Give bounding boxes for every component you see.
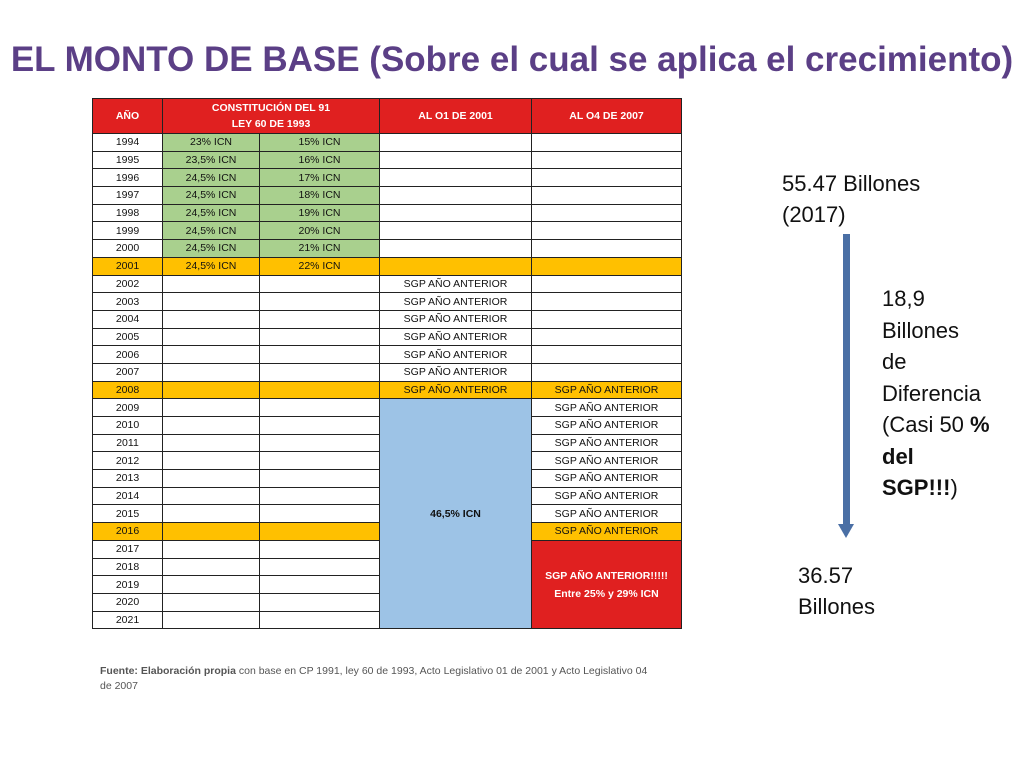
cell-year: 2009 bbox=[93, 399, 163, 417]
amount-2017 bbox=[782, 168, 920, 230]
merged-red-line1: SGP AÑO ANTERIOR!!!!! bbox=[545, 569, 668, 582]
cell-al-2007: SGP AÑO ANTERIOR bbox=[532, 505, 682, 523]
cell-year: 2007 bbox=[93, 363, 163, 381]
cell-constitucion-a bbox=[163, 417, 260, 435]
difference-line7a: SGP!!! bbox=[882, 475, 951, 500]
table-row bbox=[93, 134, 682, 152]
cell-constitucion-a bbox=[163, 611, 260, 629]
cell-al-2007 bbox=[532, 222, 682, 240]
cell-al-2007-merged bbox=[532, 540, 682, 628]
amount-2017-value: 55.47 Billones bbox=[782, 171, 921, 196]
cell-year: 2008 bbox=[93, 381, 163, 399]
cell-constitucion-b bbox=[260, 346, 380, 364]
table-row bbox=[93, 169, 682, 187]
cell-al-2007 bbox=[532, 151, 682, 169]
source-footnote-rest: con base en CP 1991, ley 60 de 1993, Acto Legislativo 01 de 2001 y Acto Legislativo 04 de 2007 bbox=[100, 665, 648, 692]
cell-al-2007: SGP AÑO ANTERIOR bbox=[532, 434, 682, 452]
cell-al-2007 bbox=[532, 240, 682, 258]
amount-current-value: 36.57 bbox=[798, 563, 854, 588]
cell-al-2001 bbox=[380, 240, 532, 258]
table-header-row bbox=[93, 99, 682, 134]
cell-al-2007 bbox=[532, 275, 682, 293]
cell-constitucion-b bbox=[260, 417, 380, 435]
cell-constitucion-a bbox=[163, 558, 260, 576]
cell-al-2007 bbox=[532, 310, 682, 328]
cell-al-2001: SGP AÑO ANTERIOR bbox=[380, 363, 532, 381]
cell-al-2001 bbox=[380, 222, 532, 240]
cell-al-2001 bbox=[380, 187, 532, 205]
cell-al-2001 bbox=[380, 204, 532, 222]
table-row bbox=[93, 275, 682, 293]
cell-year: 2006 bbox=[93, 346, 163, 364]
difference-line5a: (Casi 50 bbox=[882, 412, 971, 437]
cell-constitucion-b bbox=[260, 381, 380, 399]
amount-current-unit: Billones bbox=[798, 594, 876, 619]
cell-year: 2012 bbox=[93, 452, 163, 470]
amount-current bbox=[798, 560, 875, 622]
table-row bbox=[93, 257, 682, 275]
cell-constitucion-a bbox=[163, 363, 260, 381]
cell-al-2001 bbox=[380, 257, 532, 275]
cell-constitucion-b bbox=[260, 593, 380, 611]
cell-year: 2016 bbox=[93, 523, 163, 541]
cell-constitucion-a: 24,5% ICN bbox=[163, 187, 260, 205]
cell-constitucion-a bbox=[163, 487, 260, 505]
cell-al-2007 bbox=[532, 363, 682, 381]
cell-year: 2005 bbox=[93, 328, 163, 346]
table-row bbox=[93, 293, 682, 311]
cell-constitucion-a bbox=[163, 576, 260, 594]
cell-constitucion-b bbox=[260, 328, 380, 346]
header-ano: AÑO bbox=[93, 99, 163, 134]
header-constitucion-line2: LEY 60 DE 1993 bbox=[231, 118, 311, 130]
difference-line5 bbox=[882, 409, 990, 441]
cell-year: 2010 bbox=[93, 417, 163, 435]
cell-year: 2019 bbox=[93, 576, 163, 594]
cell-al-2001 bbox=[380, 134, 532, 152]
cell-al-2001-merged: 46,5% ICN bbox=[380, 399, 532, 629]
difference-line5b: % bbox=[970, 412, 990, 437]
cell-al-2007: SGP AÑO ANTERIOR bbox=[532, 399, 682, 417]
cell-year: 2015 bbox=[93, 505, 163, 523]
source-footnote bbox=[100, 664, 660, 694]
cell-constitucion-a: 23% ICN bbox=[163, 134, 260, 152]
amount-2017-year: (2017) bbox=[782, 202, 846, 227]
cell-constitucion-b bbox=[260, 558, 380, 576]
slide-title: EL MONTO DE BASE (Sobre el cual se aplica el crecimiento) bbox=[10, 40, 1014, 79]
cell-constitucion-b bbox=[260, 452, 380, 470]
cell-constitucion-b: 15% ICN bbox=[260, 134, 380, 152]
cell-constitucion-b bbox=[260, 293, 380, 311]
cell-al-2007 bbox=[532, 257, 682, 275]
cell-year: 2017 bbox=[93, 540, 163, 558]
table-row bbox=[93, 187, 682, 205]
cell-year: 2002 bbox=[93, 275, 163, 293]
difference-line6-text: del bbox=[882, 443, 914, 469]
cell-constitucion-a bbox=[163, 434, 260, 452]
cell-al-2001: SGP AÑO ANTERIOR bbox=[380, 381, 532, 399]
cell-constitucion-a: 24,5% ICN bbox=[163, 222, 260, 240]
cell-year: 2014 bbox=[93, 487, 163, 505]
cell-al-2007 bbox=[532, 328, 682, 346]
header-al-2001: AL O1 DE 2001 bbox=[380, 99, 532, 134]
cell-constitucion-b: 20% ICN bbox=[260, 222, 380, 240]
difference-line4: Diferencia bbox=[882, 380, 982, 406]
cell-constitucion-a: 24,5% ICN bbox=[163, 169, 260, 187]
cell-constitucion-a bbox=[163, 381, 260, 399]
cell-constitucion-b bbox=[260, 275, 380, 293]
cell-constitucion-b bbox=[260, 611, 380, 629]
cell-al-2001: SGP AÑO ANTERIOR bbox=[380, 310, 532, 328]
sgp-base-table-wrapper bbox=[92, 98, 682, 629]
cell-constitucion-a bbox=[163, 310, 260, 328]
table-row bbox=[93, 151, 682, 169]
cell-constitucion-b bbox=[260, 363, 380, 381]
cell-al-2007 bbox=[532, 346, 682, 364]
cell-constitucion-a bbox=[163, 399, 260, 417]
cell-constitucion-b bbox=[260, 470, 380, 488]
cell-constitucion-a: 24,5% ICN bbox=[163, 257, 260, 275]
table-row bbox=[93, 363, 682, 381]
table-row bbox=[93, 328, 682, 346]
cell-al-2007: SGP AÑO ANTERIOR bbox=[532, 487, 682, 505]
cell-al-2007: SGP AÑO ANTERIOR bbox=[532, 381, 682, 399]
header-constitucion-line1: CONSTITUCIÓN DEL 91 bbox=[211, 102, 331, 114]
difference-line2: Billones bbox=[882, 317, 960, 343]
cell-year: 1996 bbox=[93, 169, 163, 187]
down-arrow-shaft bbox=[843, 234, 850, 526]
cell-constitucion-a bbox=[163, 275, 260, 293]
cell-al-2007 bbox=[532, 187, 682, 205]
cell-al-2007 bbox=[532, 204, 682, 222]
table-row bbox=[93, 346, 682, 364]
cell-constitucion-a bbox=[163, 505, 260, 523]
cell-year: 2018 bbox=[93, 558, 163, 576]
cell-constitucion-a bbox=[163, 593, 260, 611]
cell-year: 1999 bbox=[93, 222, 163, 240]
difference-line1: 18,9 bbox=[882, 286, 925, 311]
cell-year: 2003 bbox=[93, 293, 163, 311]
cell-constitucion-b bbox=[260, 540, 380, 558]
cell-al-2001: SGP AÑO ANTERIOR bbox=[380, 328, 532, 346]
cell-al-2007 bbox=[532, 293, 682, 311]
cell-al-2007 bbox=[532, 169, 682, 187]
cell-constitucion-b: 17% ICN bbox=[260, 169, 380, 187]
cell-constitucion-b bbox=[260, 310, 380, 328]
table-row bbox=[93, 222, 682, 240]
cell-year: 1994 bbox=[93, 134, 163, 152]
cell-al-2007: SGP AÑO ANTERIOR bbox=[532, 523, 682, 541]
sgp-base-table bbox=[92, 98, 682, 629]
cell-constitucion-a: 24,5% ICN bbox=[163, 240, 260, 258]
table-row bbox=[93, 381, 682, 399]
cell-constitucion-b bbox=[260, 487, 380, 505]
cell-year: 2001 bbox=[93, 257, 163, 275]
cell-year: 2020 bbox=[93, 593, 163, 611]
cell-constitucion-a bbox=[163, 346, 260, 364]
cell-year: 2021 bbox=[93, 611, 163, 629]
table-row bbox=[93, 204, 682, 222]
cell-constitucion-a bbox=[163, 523, 260, 541]
merged-red-line2: Entre 25% y 29% ICN bbox=[554, 587, 659, 600]
cell-year: 2011 bbox=[93, 434, 163, 452]
header-al-2007: AL O4 DE 2007 bbox=[532, 99, 682, 134]
header-constitucion bbox=[163, 99, 380, 134]
cell-constitucion-b: 21% ICN bbox=[260, 240, 380, 258]
cell-constitucion-b: 19% ICN bbox=[260, 204, 380, 222]
cell-constitucion-b bbox=[260, 576, 380, 594]
cell-constitucion-b bbox=[260, 399, 380, 417]
difference-line6 bbox=[882, 441, 990, 473]
cell-constitucion-a bbox=[163, 452, 260, 470]
cell-constitucion-b bbox=[260, 523, 380, 541]
cell-constitucion-a bbox=[163, 540, 260, 558]
table-row bbox=[93, 240, 682, 258]
cell-constitucion-b: 16% ICN bbox=[260, 151, 380, 169]
cell-al-2001: SGP AÑO ANTERIOR bbox=[380, 293, 532, 311]
table-row bbox=[93, 399, 682, 417]
cell-year: 2004 bbox=[93, 310, 163, 328]
cell-constitucion-b bbox=[260, 505, 380, 523]
cell-constitucion-a bbox=[163, 328, 260, 346]
cell-al-2007: SGP AÑO ANTERIOR bbox=[532, 470, 682, 488]
cell-constitucion-a bbox=[163, 470, 260, 488]
cell-year: 1997 bbox=[93, 187, 163, 205]
cell-year: 1998 bbox=[93, 204, 163, 222]
difference-line3: de bbox=[882, 349, 907, 374]
cell-constitucion-b: 22% ICN bbox=[260, 257, 380, 275]
cell-al-2001: SGP AÑO ANTERIOR bbox=[380, 275, 532, 293]
cell-year: 1995 bbox=[93, 151, 163, 169]
cell-al-2001 bbox=[380, 169, 532, 187]
cell-constitucion-a: 24,5% ICN bbox=[163, 204, 260, 222]
difference-line7b: ) bbox=[950, 475, 958, 500]
cell-al-2007: SGP AÑO ANTERIOR bbox=[532, 417, 682, 435]
cell-constitucion-b bbox=[260, 434, 380, 452]
cell-al-2001 bbox=[380, 151, 532, 169]
cell-year: 2000 bbox=[93, 240, 163, 258]
cell-year: 2013 bbox=[93, 470, 163, 488]
cell-al-2001: SGP AÑO ANTERIOR bbox=[380, 346, 532, 364]
cell-al-2007 bbox=[532, 134, 682, 152]
source-footnote-bold: Fuente: Elaboración propia bbox=[100, 665, 236, 677]
table-row bbox=[93, 310, 682, 328]
cell-al-2007: SGP AÑO ANTERIOR bbox=[532, 452, 682, 470]
cell-constitucion-a bbox=[163, 293, 260, 311]
down-arrow-icon bbox=[838, 524, 854, 538]
difference-line7 bbox=[882, 472, 990, 504]
cell-constitucion-b: 18% ICN bbox=[260, 187, 380, 205]
cell-constitucion-a: 23,5% ICN bbox=[163, 151, 260, 169]
difference-note bbox=[882, 283, 990, 504]
